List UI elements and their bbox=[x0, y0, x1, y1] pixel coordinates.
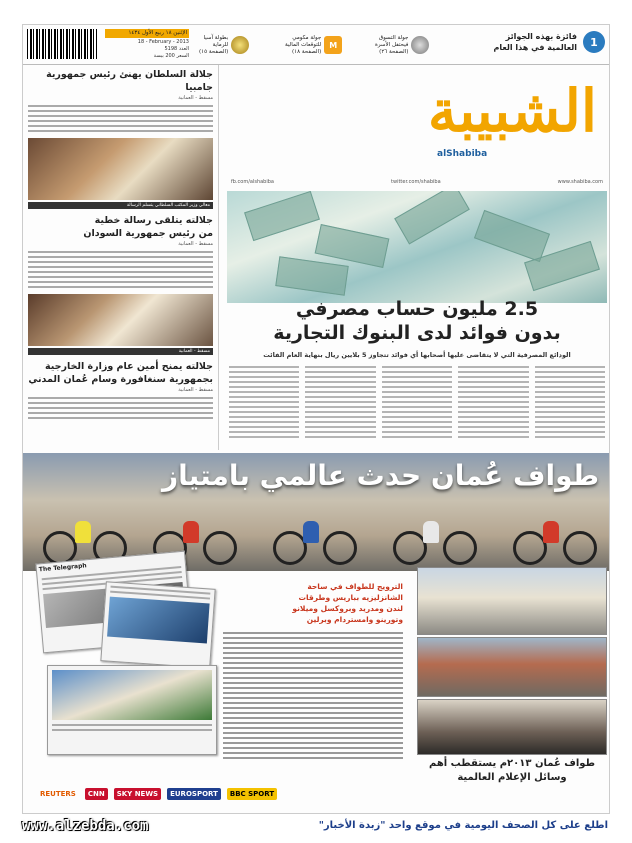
bicycle-wheel-icon bbox=[563, 531, 597, 565]
press-clipping bbox=[47, 665, 217, 755]
date-block bbox=[105, 29, 189, 60]
masthead-logo[interactable] bbox=[227, 73, 607, 173]
story-photo bbox=[28, 294, 213, 346]
main-story-body bbox=[227, 363, 607, 447]
cyclist-jersey bbox=[423, 521, 439, 543]
reuters-logo: REUTERS bbox=[40, 790, 76, 798]
footer-url[interactable]: www.alzebda.com bbox=[22, 818, 149, 834]
award-number-badge: 1 bbox=[583, 31, 605, 53]
media-logos bbox=[37, 777, 337, 811]
promo-line: (الصفحة ٢٦) bbox=[379, 48, 409, 55]
lower-headline-line: طواف عُمان ٢٠١٣م يستقطب أهم bbox=[429, 758, 595, 769]
promo-headline[interactable] bbox=[223, 581, 403, 625]
street-screen-photo bbox=[417, 699, 607, 755]
story-section: مسقط - العمانية bbox=[178, 387, 213, 393]
logo-english: alShabiba bbox=[437, 149, 488, 159]
promo-finance[interactable] bbox=[285, 31, 342, 59]
lower-headline-line: وسائل الإعلام العالمية bbox=[457, 772, 567, 783]
promo-line: بطولة آسيا bbox=[203, 34, 229, 41]
arc-de-triomphe-photo bbox=[417, 567, 607, 635]
promo-line: للتوقعات المالية bbox=[285, 41, 322, 48]
story-title-line: من رئيس جمهورية السودان bbox=[83, 228, 213, 239]
issue-line: العدد 5198 bbox=[164, 46, 189, 52]
sky-news-logo: SKY NEWS bbox=[114, 788, 161, 800]
story-title-line: جلالته يتلقى رسالة خطية bbox=[94, 215, 213, 226]
bicycle-wheel-icon bbox=[443, 531, 477, 565]
award-text: العالمية في هذا العام bbox=[493, 43, 577, 52]
eurosport-logo: EUROSPORT bbox=[167, 788, 221, 800]
headline-line: 2.5 مليون حساب مصرفي bbox=[295, 298, 539, 320]
lower-headline[interactable] bbox=[417, 757, 607, 785]
story-body bbox=[23, 393, 218, 423]
promo-shooting[interactable] bbox=[199, 31, 249, 59]
cyclist-jersey bbox=[303, 521, 319, 543]
bicycle-wheel-icon bbox=[393, 531, 427, 565]
promo-line: (الصفحة ١٨) bbox=[292, 48, 322, 55]
bicycle-wheel-icon bbox=[203, 531, 237, 565]
logo-arabic: الشبيبة bbox=[427, 77, 597, 145]
bicycle-wheel-icon bbox=[323, 531, 357, 565]
award-box[interactable] bbox=[494, 31, 605, 53]
award-text: فائزة بهذه الجوائز bbox=[505, 32, 577, 41]
photo-caption: مسقط - العمانية bbox=[28, 348, 213, 355]
story-title-line: جلالته يمنح أمين عام وزارة الخارجية bbox=[45, 361, 213, 372]
story-body bbox=[23, 247, 218, 292]
medal-icon bbox=[231, 36, 249, 54]
cycling-banner bbox=[23, 453, 610, 571]
story-title[interactable] bbox=[23, 355, 218, 387]
main-headline[interactable] bbox=[227, 297, 607, 345]
story-body bbox=[23, 101, 218, 136]
banknotes-photo bbox=[227, 191, 607, 303]
promo-headline-line: الترويج للطواف في ساحة bbox=[307, 582, 403, 591]
promo-shopping[interactable] bbox=[375, 31, 429, 59]
cnn-logo: CNN bbox=[85, 788, 108, 800]
clipping-masthead: The Telegraph bbox=[38, 562, 87, 574]
footer-bar bbox=[0, 814, 632, 843]
story-section: مسقط - العمانية bbox=[178, 95, 213, 101]
promo-headline-line: الشانزليزيه بباريس وطرقات bbox=[298, 593, 403, 602]
price-line: السعر 200 بيسة bbox=[153, 53, 189, 59]
press-clipping bbox=[100, 581, 215, 668]
cyclist-jersey bbox=[75, 521, 91, 543]
lower-story-body bbox=[223, 629, 403, 762]
story-title-line: بجمهورية سنغافورة وسام عُمان المدني bbox=[28, 374, 213, 385]
bbc-sport-logo: BBC SPORT bbox=[227, 788, 277, 800]
story-section: مسقط - العمانية bbox=[178, 241, 213, 247]
date-line: 18 - February - 2013 bbox=[137, 39, 189, 45]
bicycle-wheel-icon bbox=[513, 531, 547, 565]
story-photo bbox=[28, 138, 213, 200]
promo-line: جولة التسوق bbox=[378, 34, 409, 41]
promo-headline-line: لندن ومدريد وبروكسل وميلانو bbox=[292, 604, 403, 613]
subheadline: الودائع المصرفية التي لا يتقاضى عليها أصحابها أي فوائد تتجاوز 5 بلايين ريال بنهاية العام الفائت bbox=[263, 351, 571, 359]
footer-text: اطلع على كل الصحف اليومية في موقع واحد "زبدة الأخبار" bbox=[318, 820, 608, 831]
story-title[interactable] bbox=[23, 209, 218, 241]
photo-caption: معالي وزير المكتب السلطاني يتسلم الرسالة bbox=[28, 202, 213, 209]
promo-line: فيحتفل الأسرة bbox=[375, 41, 409, 48]
promo-headline-line: وتورينو وامستردام وبرلين bbox=[306, 615, 403, 624]
twitter-url[interactable]: twitter.com/shabiba bbox=[391, 179, 441, 185]
cyclist-jersey bbox=[183, 521, 199, 543]
newspaper-page bbox=[22, 24, 610, 814]
promo-line: جولة مكومي bbox=[292, 34, 322, 41]
website-url[interactable]: www.shabiba.com bbox=[557, 179, 603, 185]
cyclist-jersey bbox=[543, 521, 559, 543]
promo-line: (الصفحة ١٥) bbox=[199, 48, 229, 55]
masthead-strip bbox=[23, 25, 610, 65]
social-urls bbox=[227, 179, 607, 189]
left-column bbox=[23, 65, 219, 450]
story-title[interactable]: جلالة السلطان يهنئ رئيس جمهورية جامبيا bbox=[46, 69, 213, 93]
promo-line: للرماية bbox=[212, 41, 229, 48]
shopping-photo-icon bbox=[411, 36, 429, 54]
facebook-url[interactable]: fb.com/alshabiba bbox=[231, 179, 274, 185]
banner-title[interactable]: طواف عُمان حدث عالمي بامتياز bbox=[162, 459, 599, 492]
headline-line: بدون فوائد لدى البنوك التجارية bbox=[273, 322, 561, 344]
city-square-photo bbox=[417, 637, 607, 697]
date-header: الإثنين ١٨ ربيع الأول ١٤٣٤ bbox=[105, 29, 189, 38]
barcode bbox=[27, 29, 97, 59]
bicycle-wheel-icon bbox=[273, 531, 307, 565]
finance-logo-icon: M bbox=[324, 36, 342, 54]
